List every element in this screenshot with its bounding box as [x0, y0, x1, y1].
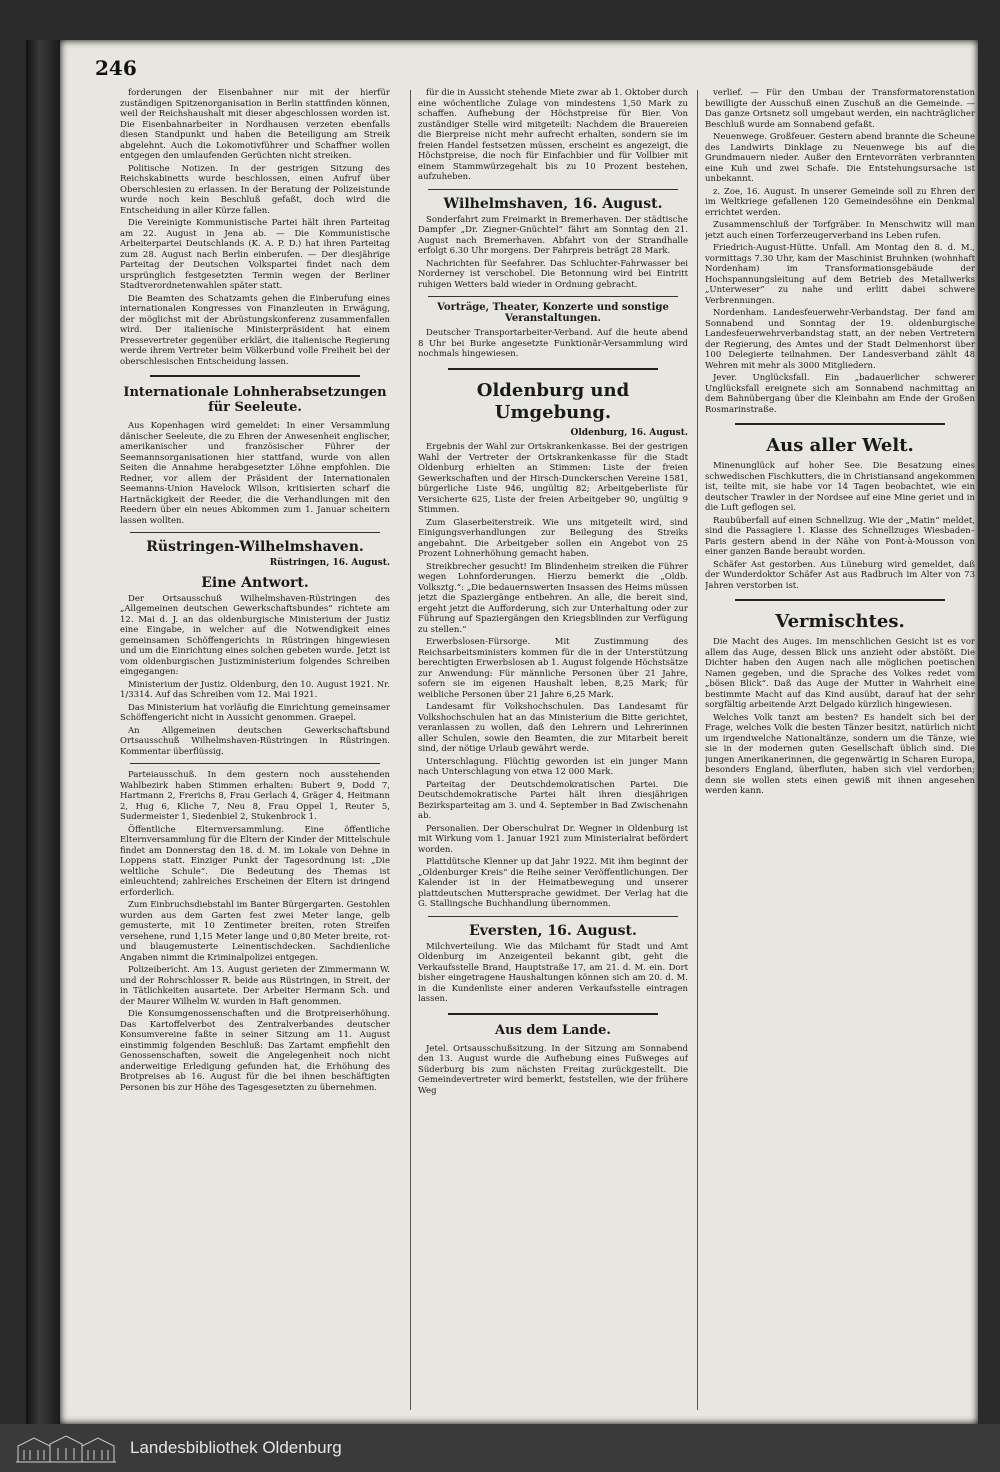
section-heading: Vermischtes.: [775, 611, 905, 632]
footer-bar: [0, 1424, 1000, 1472]
library-building-icon: [14, 1432, 118, 1464]
column-3: [705, 88, 975, 1418]
article-paragraph: Zusammenschluß der Torfgräber. In Menschwitz will man jetzt auch einen Torferzeugerverband ins Leben rufen.: [705, 220, 975, 241]
article-paragraph: Schäfer Ast gestorben. Aus Lüneburg wird gemeldet, daß der Wunderdoktor Schäfer Ast aus Radbruch im Alter von 73 Jahren verstorben ist.: [705, 559, 975, 591]
article-paragraph: Das Ministerium hat vorläufig die Einrichtung gemeinsamer Schöffengericht nicht in Aussicht genommen. Graepel.: [120, 702, 390, 723]
column-1: [120, 88, 390, 1418]
column-2: [418, 88, 688, 1418]
article-paragraph: Parteitag der Deutschdemokratischen Partei. Die Deutschdemokratische Partei hält ihren diesjährigen Bezirksparteitag am 3. und 4. September in Bad Zwischenahn ab.: [418, 779, 688, 821]
article-paragraph: Friedrich-August-Hütte. Unfall. Am Montag den 8. d. M., vormittags 7.30 Uhr, kam der Maschinist Bruhnken (wohnhaft Nordenham) im Transformationsgebäude der Hochspannungsleitung auf dem Betrieb des Metallwerks „Unterweser“ zu nahe und erlitt dabei schwere Verbrennungen.: [705, 243, 975, 306]
article-paragraph: Nordenham. Landesfeuerwehr-Verbandstag. Der fand am Sonnabend und Sonntag der 19. oldenburgische Landesfeuerwehrverbandstag statt, an der neben Vertretern der Regierung, des Amtes und der Stadt Delmenhorst über 100 Delegierte teilnahmen. Der Landesverband zählt 48 Wehren mit mehr als 3000 Mitgliedern.: [705, 308, 975, 371]
separator-rule: [150, 375, 360, 377]
article-paragraph: Polizeibericht. Am 13. August gerieten der Zimmermann W. und der Rohrschlosser R. beide aus Rüstringen, in Streit, der in Tätlichkeiten ausartete. Der Arbeiter Hermann Sch. und der Maurer Wilhelm W. wurden in Haft genommen.: [120, 965, 390, 1007]
article-paragraph: Die Vereinigte Kommunistische Partei hält ihren Parteitag am 22. August in Jena ab. — Die Kommunistische Arbeiterpartei Deutschlands (K. A. P. D.) hat ihren Parteitag zum 28. August nach Berlin einberufen. — Der diesjährige Parteitag der Deutschen Volkspartei findet nach dem ursprünglich festgesetzten Termin wegen der Berliner Stadtverordnetenwahlen später statt.: [120, 218, 390, 291]
article-paragraph: Ergebnis der Wahl zur Ortskrankenkasse. Bei der gestrigen Wahl der Vertreter der Ortskrankenkasse für die Stadt Oldenburg erhielten an Stimmen: Liste der freien Gewerkschaften und der Hirsch-Dunckerschen Vereine 1581, bürgerliche Liste 946, ungültig 82; Arbeitgeberliste für Versicherte 625, Liste der freien Arbeitgeber 90, ungültig 9 Stimmen.: [418, 442, 688, 515]
article-paragraph: Die Beamten des Schatzamts gehen die Einberufung eines internationalen Kongresses von Finanzleuten in Erwägung, der möglichst mit der Abrüstungskonferenz zusammenfallen wird. Der italienische Ministerpräsident hat einem Pressevertreter gegenüber erklärt, die italienische Regierung werde ihrem Vertreter beim Völkerbund volle Freiheit bei der oberschlesischen Entscheidung lassen.: [120, 293, 390, 367]
separator-rule: [130, 532, 380, 533]
subsection-heading: Vorträge, Theater, Konzerte und sonstige Veranstaltungen.: [437, 302, 669, 324]
article-heading: Wilhelmshaven, 16. August.: [443, 195, 663, 212]
column-divider: [697, 90, 698, 1410]
library-name: Landesbibliothek Oldenburg: [130, 1438, 342, 1457]
article-paragraph: Jever. Unglücksfall. Ein „badauerlicher schwerer Unglücksfall ereignete sich am Sonnabend nachmittag an dem Bahnübergang über die Kleinbahn am Ende der Großen Rosmarinstraße.: [705, 373, 975, 415]
separator-rule: [428, 189, 678, 190]
separator-rule: [735, 599, 945, 601]
section-heading: Oldenburg und Umgebung.: [476, 379, 630, 423]
article-paragraph: Aus Kopenhagen wird gemeldet: In einer Versammlung dänischer Seeleute, die zu Ehren der Anwesenheit englischer, amerikanischer und französischer Führer der Seemannsorganisationen hier stattfand, wurde von allen Seiten die Annahme herabgesetzter Löhne empfohlen. Die Redner, vor allem der Präsident der Internationalen Seemanns-Union Havelock Wilson, kritisierten scharf die Hartnäckigkeit der Reeder, die die Verhandlungen mit den Reedern über ein neues Abkommen zum 1. Januar scheitern lassen wollten.: [120, 421, 390, 526]
section-heading: Internationale Lohnherabsetzungen für Seeleute.: [123, 385, 387, 415]
article-paragraph: Die Macht des Auges. Im menschlichen Gesicht ist es vor allem das Auge, dessen Blick uns anzieht oder abstößt. Die Dichter haben den Augen nach alle möglichen poetischen Namen gegeben, und die Sprache des Volkes redet vom „bösen Blick“. Daß das Auge der Mutter in Wahrheit eine bestimmte Macht auf das Kind ausübt, darauf hat der sehr sorgfältig arbeitende Arzt Delgado kürzlich hingewiesen.: [705, 637, 975, 710]
article-paragraph: forderungen der Eisenbahner nur mit der hierfür zuständigen Spitzenorganisation in Berlin stattfinden können, weil der Reichshaushalt mit dieser abgeschlossen worden ist. Die Eisenbahnarbeiter in Nordhausen verzeten ebenfalls diesen Standpunkt und haben die Beteiligung am Streik abgelehnt. Auch die Lokomotivführer und Schaffner wollen entgegen den umlaufenden Gerüchten nicht streiken.: [120, 88, 390, 161]
separator-rule: [448, 368, 658, 370]
column-divider: [410, 90, 411, 1410]
article-paragraph: Streikbrecher gesucht! Im Blindenheim streiken die Führer wegen Lohnforderungen. Hierzu bemerkt die „Oldb. Volksztg.“: „Die bedauernswerten Insassen des Heims müssen jetzt die Spaziergänge entbehren. An alle, die bereit sind, ergeht jetzt die Aufforderung, sich zur Unterhaltung oder zur Führung auf Spaziergängen den Kriegsblinden zur Verfügung zu stellen.“: [418, 561, 688, 635]
separator-rule: [130, 763, 380, 764]
section-heading: Aus aller Welt.: [766, 435, 914, 456]
article-paragraph: Jetel. Ortsausschußsitzung. In der Sitzung am Sonnabend den 13. August wurde die Aufhebung eines Fußweges auf Süderburg bis zum nächsten Freitag zurückgestellt. Die Gemeindevertreter wird bemerkt, feststellen, wie der frühere Weg: [418, 1043, 688, 1096]
article-paragraph: Welches Volk tanzt am besten? Es handelt sich bei der Frage, welches Volk die besten Tänzer besitzt, natürlich nicht um irgendwelche Nationaltänze, sondern um die Tänze, wie sie in der modernen guten Gesellschaft üblich sind. Die jungen Amerikanerinnen, die gegenwärtig in Scharen Europa, besonders England, überfluten, haben sich viel verdorben; denn sie wollen stets einen gewiß mit ihnen angesehen werden kann.: [705, 712, 975, 796]
article-paragraph: Die Konsumgenossenschaften und die Brotpreiserhöhung. Das Kartoffelverbot des Zentralverbandes deutscher Konsumvereine faßte in seiner Sitzung am 11. August einstimmig folgenden Beschluß: Das Zartamt empfiehlt den Genossenschaften, soweit die Angelegenheit noch nicht anderweitige Erledigung gefunden hat, die Erhöhung des Brotpreises ab 16. August für die bei ihnen beschäftigten Personen bis zur Höhe des Tagesgesetzten zu übernehmen.: [120, 1009, 390, 1093]
book-spine: [26, 40, 60, 1424]
article-paragraph: Erwerbslosen-Fürsorge. Mit Zustimmung des Reichsarbeitsministers kommen für die in der Unterstützung berechtigten Erwerbslosen ab 1. August folgende Höchstsätze zur Anwendung: Für männliche Personen über 21 Jahre, sofern sie im eigenen Haushalt leben, 8,25 Mark; für weibliche Personen über 21 Jahre 6,25 Mark.: [418, 637, 688, 700]
article-paragraph: für die in Aussicht stehende Miete zwar ab 1. Oktober durch eine wöchentliche Zulage von mindestens 1,50 Mark zu schaffen. Aufhebung der Höchstpreise für Bier. Von zuständiger Stelle wird mitgeteilt: Nachdem die Brauereien die Bierpreise nicht mehr aufrecht erhalten, sondern sie im freien Handel festsetzen müssen, erscheint es angezeigt, die Höchstpreise, die noch für Einfachbier und für Vollbier mit einem Stammwürzegehalt bis zu 10 Prozent bestehen, aufzuheben.: [418, 88, 688, 182]
article-paragraph: Raubüberfall auf einen Schnellzug. Wie der „Matin“ meldet, sind die Passagiere 1. Klasse des Schnellzuges Wiesbaden–Paris gestern abend in der Nähe von Pont-à-Mousson von einer ganzen Bande beraubt worden.: [705, 515, 975, 557]
article-paragraph: Deutscher Transportarbeiter-Verband. Auf die heute abend 8 Uhr bei Burke angesetzte Funktionär-Versammlung wird nochmals hingewiesen.: [418, 328, 688, 359]
article-paragraph: Politische Notizen. In der gestrigen Sitzung des Reichskabinetts wurde beschlossen, einen Aufruf über Oberschlesien zu erlassen. In der Beratung der Polizeistunde wurde noch kein Beschluß gefaßt, doch wird die Entscheidung in aller Kürze fallen.: [120, 163, 390, 216]
dateline: Oldenburg, 16. August.: [570, 427, 688, 438]
separator-rule: [428, 296, 678, 297]
article-paragraph: Neuenwege. Großfeuer. Gestern abend brannte die Scheune des Landwirts Dinklage zu Neuenwege bis auf die Grundmauern nieder. Außer den Erntevorräten verbrannten eine Kuh und zwei Schafe. Die Entstehungsursache ist unbekannt.: [705, 132, 975, 184]
article-heading: Eversten, 16. August.: [469, 922, 637, 939]
article-paragraph: Der Ortsausschuß Wilhelmshaven-Rüstringen des „Allgemeinen deutschen Gewerkschaftsbundes“ richtete am 12. Mai d. J. an das oldenburgische Ministerium der Justiz eine Eingabe, in welcher auf die Notwendigkeit eines gemeinsamen Schöffengerichts in Rüstringen hingewiesen und um die Einrichtung eines solchen gebeten wurde. Jetzt ist vom oldenburgischen Justizministerium folgendes Schreiben eingegangen:: [120, 593, 390, 677]
article-paragraph: Nachrichten für Seefahrer. Das Schluchter-Fahrwasser bei Norderney ist verschobel. Die Betonnung wird bei Eintritt ruhigen Wetters bald wieder in Ordnung gebracht.: [418, 258, 688, 290]
separator-rule: [428, 916, 678, 917]
article-paragraph: Plattdütsche Klenner up dat Jahr 1922. Mit ihm beginnt der „Oldenburger Kreis“ die Reihe seiner Veröffentlichungen. Der Kalender ist in der Heimatbewegung und unserer plattdeutschen Muttersprache gewidmet. Der Verlag hat die G. Stallingsche Buchhandlung übernommen.: [418, 857, 688, 909]
article-paragraph: Unterschlagung. Flüchtig geworden ist ein junger Mann nach Unterschlagung von etwa 12 000 Mark.: [418, 756, 688, 777]
article-heading: Eine Antwort.: [201, 574, 309, 591]
article-paragraph: Minenunglück auf hoher See. Die Besatzung eines schwedischen Fischkutters, die in Christiansand angekommen ist, teilte mit, sie habe vor 14 Tagen beobachtet, wie ein deutscher Trawler in der Nordsee auf eine Mine geriet und in die Luft geflogen sei.: [705, 461, 975, 513]
article-paragraph: Zum Glaserbeiterstreik. Wie uns mitgeteilt wird, sind Einigungsverhandlungen zur Beilegung des Streiks angebahnt. Die Arbeitgeber sollen ein Angebot von 25 Prozent Lohnerhöhung gemacht haben.: [418, 517, 688, 559]
article-paragraph: Öffentliche Elternversammlung. Eine öffentliche Elternversammlung für die Eltern der Kinder der Mittelschule findet am Donnerstag den 18. d. M. im Lokale von Dehne in Loppens statt. Einziger Punkt der Tagesordnung ist: „Die weltliche Schule“. Die Bedeutung des Themas ist einleuchtend; zahlreiches Erscheinen der Eltern ist dringend erforderlich.: [120, 824, 390, 898]
dateline: Rüstringen, 16. August.: [269, 558, 390, 568]
article-paragraph: Sonderfahrt zum Freimarkt in Bremerhaven. Der städtische Dampfer „Dr. Ziegner-Gnüchtel“ fährt am Sonntag den 21. August nach Bremerhaven. Abfahrt von der Strandhalle erfolgt 6.30 Uhr morgens. Der Fahrpreis beträgt 28 Mark.: [418, 214, 688, 256]
article-paragraph: Landesamt für Volkshochschulen. Das Landesamt für Volkshochschulen hat an das Ministerium die Bitte gerichtet, veranlassen zu wollen, daß den Lehrern und Lehrerinnen aller Schulen, sowie den Beamten, die zur Mitarbeit bereit sind, der nötige Urlaub gewährt werde.: [418, 702, 688, 754]
article-paragraph: Zum Einbruchsdiebstahl im Banter Bürgergarten. Gestohlen wurden aus dem Garten fest zwei Meter lange, gelb gemusterte, mit 10 Zentimeter breiten, roten Streifen versehene, rund 1,15 Meter lange und 0,80 Meter breite, rot- und blaugemusterte Leinentischdecken. Sachdienliche Angaben nimmt die Kriminalpolizei entgegen.: [120, 900, 390, 963]
article-heading: Rüstringen-Wilhelmshaven.: [146, 539, 364, 555]
page-number: 246: [95, 56, 137, 80]
article-paragraph: An Allgemeinen deutschen Gewerkschaftsbund Ortsausschuß Wilhelmshaven-Rüstringen in Rüstringen. Kommentar überflüssig.: [120, 725, 390, 757]
article-paragraph: Personalien. Der Oberschulrat Dr. Wegner in Oldenburg ist mit Wirkung vom 1. Januar 1921 zum Ministerialrat befördert worden.: [418, 823, 688, 855]
section-heading: Aus dem Lande.: [495, 1022, 611, 1038]
separator-rule: [735, 423, 945, 425]
article-paragraph: z. Zoe, 16. August. In unserer Gemeinde soll zu Ehren der im Weltkriege gefallenen 120 Gemeindesöhne ein Denkmal errichtet werden.: [705, 186, 975, 218]
article-paragraph: Milchverteilung. Wie das Milchamt für Stadt und Amt Oldenburg im Anzeigenteil bekannt gibt, geht die Verkaufsstelle Brand, Hauptstraße 17, am 21. d. M. ein. Dort bisher eingetragene Haushaltungen können sich am 20. d. M. in die Kundenliste einer anderen Verkaufsstelle eintragen lassen.: [418, 941, 688, 1004]
article-paragraph: Parteiausschuß. In dem gestern noch ausstehenden Wahlbezirk haben Stimmen erhalten: Bubert 9, Dodd 7, Hartmann 2, Frerichs 8, Frau Gerlach 4, Gräger 4, Heitmann 2, Hug 6, Kliche 7, Neu 8, Frau Oppel 1, Reuter 5, Sudermeister 1, Siedenbiel 2, Stukenbrock 1.: [120, 770, 390, 822]
separator-rule: [448, 1013, 658, 1015]
article-paragraph: verlief. — Für den Umbau der Transformatorenstation bewilligte der Ausschuß einen Zuschuß an die Gemeinde. — Das ganze Ortsnetz soll umgebaut werden, ein nachträglicher Beschluß wurde am Sonnabend gefaßt.: [705, 88, 975, 130]
article-paragraph: Ministerium der Justiz. Oldenburg, den 10. August 1921. Nr. 1/3314. Auf das Schreiben vom 12. Mai 1921.: [120, 679, 390, 700]
